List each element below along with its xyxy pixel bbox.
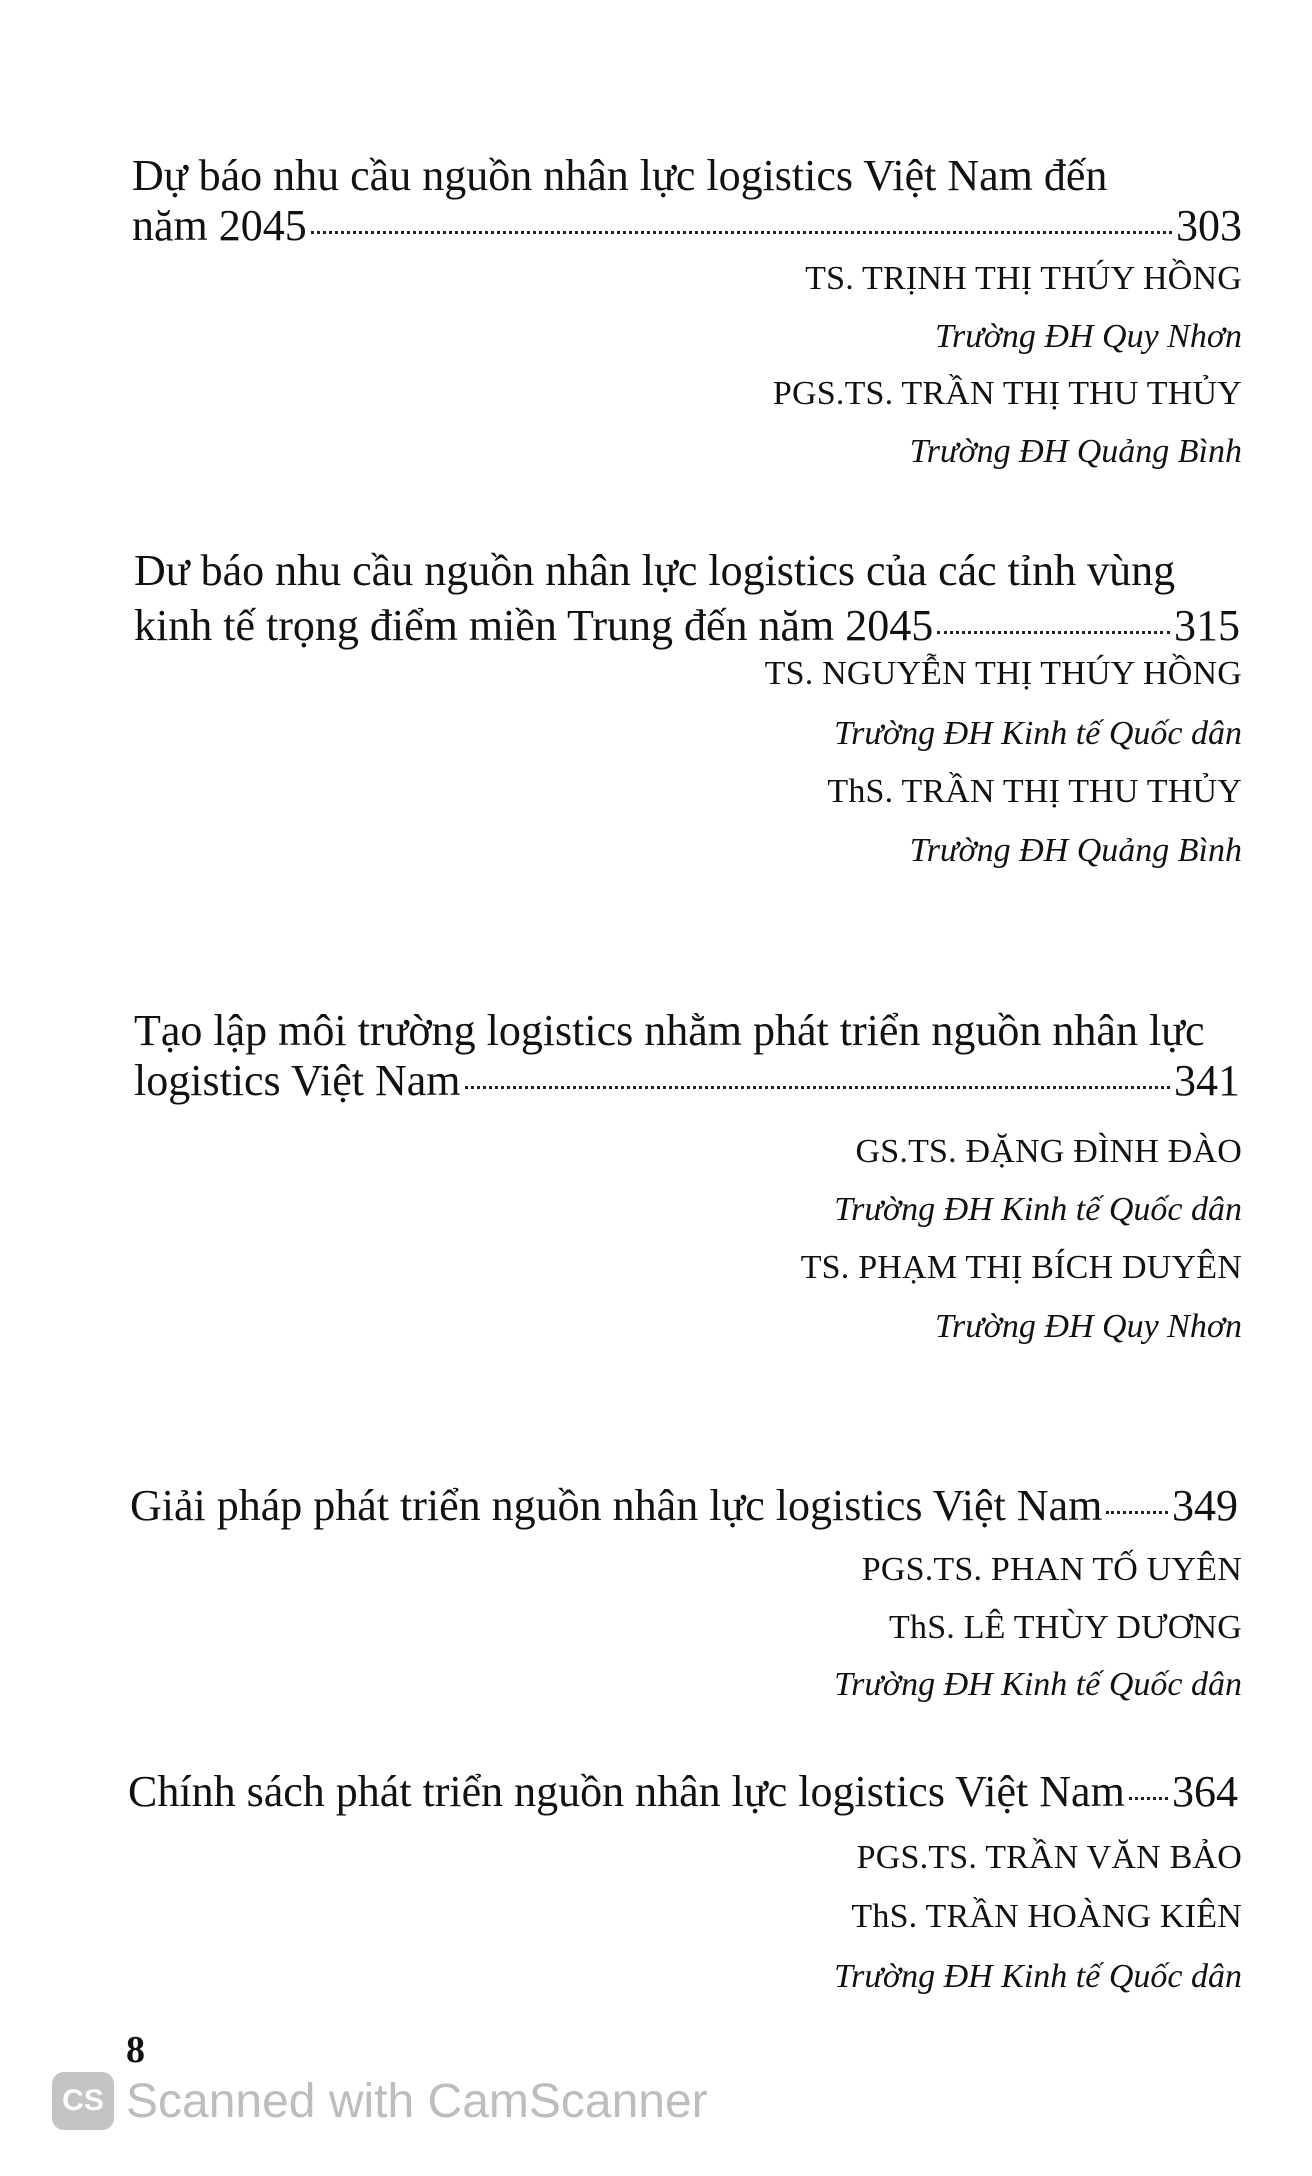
entry-title-line: Dư báo nhu cầu nguồn nhân lực logistics của các tỉnh vùng xyxy=(134,546,1176,595)
author-affiliation: Trường ĐH Quy Nhơn xyxy=(934,1308,1242,1345)
dot-leader xyxy=(1106,1511,1168,1514)
watermark-text: Scanned with CamScanner xyxy=(126,2074,708,2128)
author-affiliation: Trường ĐH Kinh tế Quốc dân xyxy=(834,1666,1242,1703)
author-affiliation: Trường ĐH Quảng Bình xyxy=(909,832,1242,869)
entry-title-row xyxy=(134,1055,1240,1107)
author-affiliation: Trường ĐH Kinh tế Quốc dân xyxy=(834,1958,1242,1995)
author-affiliation: Trường ĐH Quy Nhơn xyxy=(934,318,1242,355)
author-name: PGS.TS. PHAN TỐ UYÊN xyxy=(861,1551,1242,1588)
entry-title-line: Dự báo nhu cầu nguồn nhân lực logistics Việt Nam đến xyxy=(132,151,1108,200)
page-number: 8 xyxy=(126,2029,145,2071)
entry-title-line: Giải pháp phát triển nguồn nhân lực logistics Việt Nam xyxy=(130,1481,1103,1530)
entry-title-line: kinh tế trọng điểm miền Trung đến năm 2045 xyxy=(134,601,934,650)
author-name: TS. TRỊNH THỊ THÚY HỒNG xyxy=(805,260,1242,297)
author-name: ThS. TRẦN THỊ THU THỦY xyxy=(827,773,1242,810)
author-name: PGS.TS. TRẦN THỊ THU THỦY xyxy=(772,375,1242,412)
entry-title-line: Tạo lập môi trường logistics nhằm phát triển nguồn nhân lực xyxy=(134,1006,1205,1055)
author-name: ThS. LÊ THÙY DƯƠNG xyxy=(889,1609,1242,1646)
author-affiliation: Trường ĐH Kinh tế Quốc dân xyxy=(834,715,1242,752)
page-ref: 349 xyxy=(1172,1481,1238,1530)
dot-leader xyxy=(1129,1797,1168,1800)
entry-title-row xyxy=(128,1766,1238,1818)
author-name: GS.TS. ĐẶNG ĐÌNH ĐÀO xyxy=(855,1133,1242,1170)
author-name: PGS.TS. TRẦN VĂN BẢO xyxy=(856,1839,1242,1876)
entry-title-row xyxy=(132,200,1242,252)
dot-leader xyxy=(465,1086,1170,1089)
author-name: TS. NGUYỄN THỊ THÚY HỒNG xyxy=(764,655,1242,692)
page-ref: 315 xyxy=(1174,601,1240,650)
dot-leader xyxy=(937,631,1170,634)
entry-title-line: năm 2045 xyxy=(132,201,307,250)
page-ref: 341 xyxy=(1174,1056,1240,1105)
dot-leader xyxy=(311,231,1172,234)
author-name: ThS. TRẦN HOÀNG KIÊN xyxy=(851,1898,1242,1935)
entry-title-line: Chính sách phát triển nguồn nhân lực logistics Việt Nam xyxy=(128,1767,1125,1816)
page-ref: 303 xyxy=(1176,201,1242,250)
entry-title-row xyxy=(134,600,1240,652)
author-affiliation: Trường ĐH Quảng Bình xyxy=(909,433,1242,470)
camscanner-logo-icon: CS xyxy=(52,2072,114,2130)
entry-title-row xyxy=(130,1480,1238,1532)
scanner-watermark xyxy=(52,2072,708,2130)
entry-title-line: logistics Việt Nam xyxy=(134,1056,461,1105)
author-affiliation: Trường ĐH Kinh tế Quốc dân xyxy=(834,1191,1242,1228)
author-name: TS. PHẠM THỊ BÍCH DUYÊN xyxy=(800,1249,1242,1286)
page-ref: 364 xyxy=(1172,1767,1238,1816)
